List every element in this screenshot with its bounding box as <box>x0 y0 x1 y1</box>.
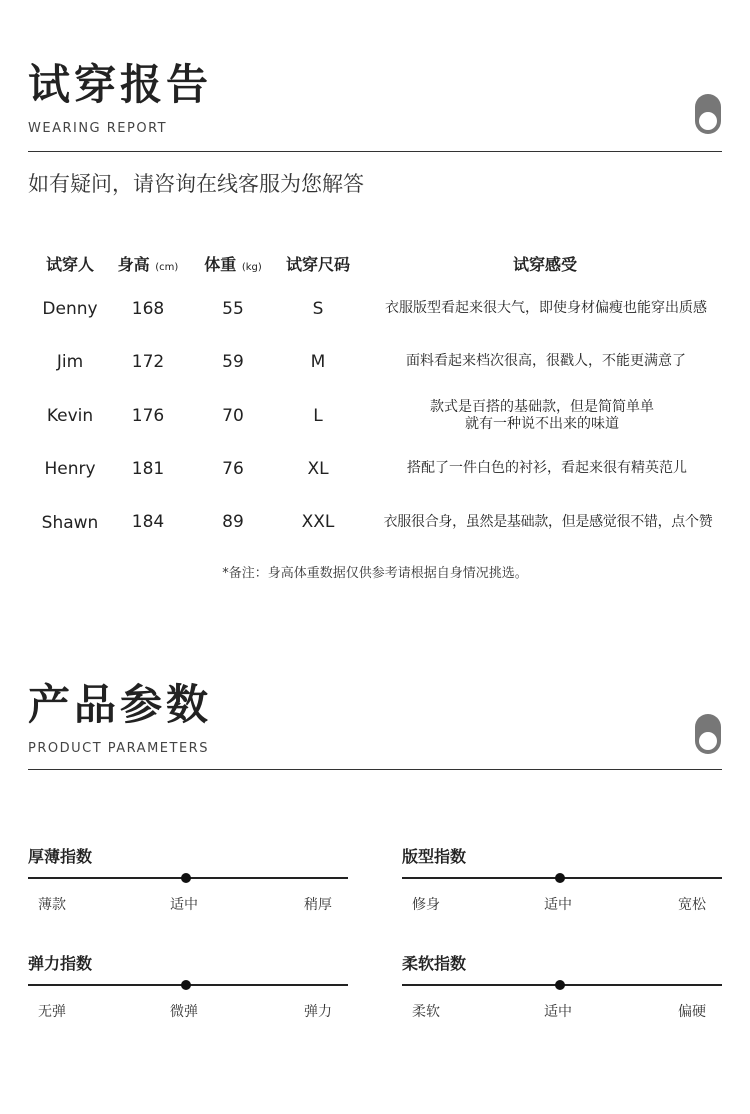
cell-feel: 款式是百搭的基础款，但是简简单单 <box>430 399 654 415</box>
index-label: 厚薄指数 <box>28 847 93 866</box>
cell-size: XXL <box>301 512 335 532</box>
cell-weight: 59 <box>222 352 244 372</box>
index-label: 弹力指数 <box>28 954 93 973</box>
cell-feel: 面料看起来档次很高，很戳人，不能更满意了 <box>406 353 686 369</box>
cell-weight: 55 <box>222 299 244 319</box>
cell-name: Shawn <box>41 513 99 533</box>
scale-option: 无弹 <box>38 1004 66 1020</box>
header-height: 身高 (cm) <box>117 255 179 274</box>
wearing-report-title: 试穿报告 <box>28 60 213 109</box>
scale-option: 弹力 <box>304 1004 332 1020</box>
cell-name: Jim <box>56 352 84 372</box>
cell-size: L <box>313 406 323 426</box>
cell-height: 184 <box>131 512 165 532</box>
section-divider <box>28 769 722 770</box>
cell-weight: 89 <box>222 512 244 532</box>
cell-weight: 70 <box>222 406 244 426</box>
cell-weight: 76 <box>222 459 244 479</box>
cell-name: Henry <box>44 459 96 479</box>
scale-option: 薄款 <box>38 897 66 913</box>
remark-note: *备注：身高体重数据仅供参考请根据自身情况挑选。 <box>222 566 528 581</box>
scale-option: 柔软 <box>412 1004 440 1020</box>
cell-feel: 衣服版型看起来很大气，即使身材偏瘦也能穿出质感 <box>385 300 707 316</box>
header-weight: 体重 (kg) <box>204 255 262 274</box>
cell-name: Kevin <box>46 406 94 426</box>
header-person: 试穿人 <box>45 255 94 274</box>
customer-service-note: 如有疑问，请咨询在线客服为您解答 <box>28 172 364 196</box>
cell-feel-line2: 就有一种说不出来的味道 <box>465 416 619 432</box>
scale-option: 偏硬 <box>678 1004 706 1020</box>
scale-option: 适中 <box>170 897 198 913</box>
scale-option: 适中 <box>544 897 572 913</box>
product-parameters-title: 产品参数 <box>28 680 213 729</box>
cell-height: 181 <box>131 459 165 479</box>
scale-marker <box>181 873 191 883</box>
section-divider <box>28 151 722 152</box>
cell-height: 176 <box>131 406 165 426</box>
toggle-icon <box>695 714 721 754</box>
scale-marker <box>555 980 565 990</box>
toggle-icon <box>695 94 721 134</box>
cell-height: 168 <box>131 299 165 319</box>
cell-feel: 衣服很合身，虽然是基础款，但是感觉很不错，点个赞 <box>383 514 713 530</box>
scale-option: 宽松 <box>678 897 706 913</box>
cell-size: XL <box>307 459 329 479</box>
scale-option: 修身 <box>412 897 440 913</box>
header-feel: 试穿感受 <box>512 255 577 274</box>
cell-feel: 搭配了一件白色的衬衫，看起来很有精英范儿 <box>407 460 687 476</box>
cell-size: M <box>310 352 326 372</box>
wearing-report-subtitle: WEARING REPORT <box>28 121 168 136</box>
cell-size: S <box>312 299 324 319</box>
scale-marker <box>181 980 191 990</box>
scale-option: 适中 <box>544 1004 572 1020</box>
scale-option: 微弹 <box>170 1004 198 1020</box>
cell-name: Denny <box>42 299 98 319</box>
product-parameters-subtitle: PRODUCT PARAMETERS <box>28 741 209 756</box>
header-size: 试穿尺码 <box>285 255 350 274</box>
scale-marker <box>555 873 565 883</box>
cell-height: 172 <box>131 352 165 372</box>
index-label: 柔软指数 <box>402 954 467 973</box>
index-label: 版型指数 <box>402 847 467 866</box>
scale-option: 稍厚 <box>304 897 332 913</box>
